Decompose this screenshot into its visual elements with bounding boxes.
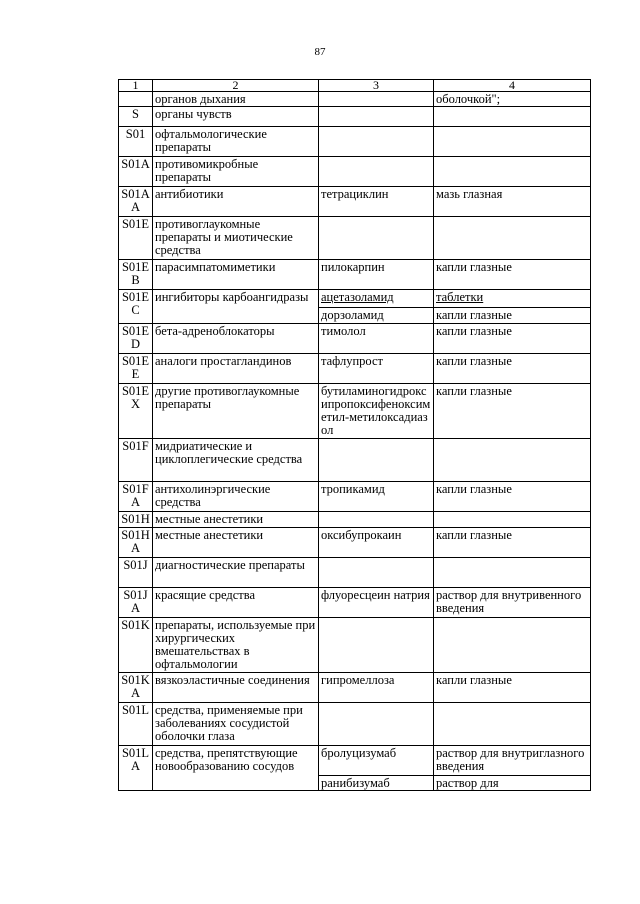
code-cell: S01A [119,157,153,187]
drug-cell: тропикамид [319,482,434,512]
code-cell: S01E E [119,354,153,384]
code-cell [119,92,153,107]
header-cell: 2 [153,80,319,92]
group-cell: средства, применяемые при заболеваниях сосудистой оболочки глаза [153,703,319,746]
code-cell: S01F [119,439,153,482]
form-cell: капли глазные [434,324,591,354]
form-cell: капли глазные [434,528,591,558]
drug-cell: оксибупрокаин [319,528,434,558]
drug-cell: гипромеллоза [319,673,434,703]
code-cell: S01L A [119,746,153,791]
drug-cell [319,92,434,107]
code-cell: S01E D [119,324,153,354]
group-cell: парасимпатомиметики [153,260,319,290]
code-cell: S01 [119,127,153,157]
table-row [119,157,591,187]
table-row [119,187,591,217]
form-cell: раствор для внутривенного введения [434,588,591,618]
code-cell: S01E X [119,384,153,439]
form-cell: капли глазные [434,673,591,703]
table-row [119,558,591,588]
drug-cell [319,107,434,127]
table-row [119,354,591,384]
form-cell [434,217,591,260]
code-cell: S01H A [119,528,153,558]
header-cell: 4 [434,80,591,92]
code-cell: S01F A [119,482,153,512]
drug-cell [319,217,434,260]
form-cell: капли глазные [434,384,591,439]
form-cell: капли глазные [434,308,591,324]
group-cell: вязкоэластичные соединения [153,673,319,703]
header-cell: 1 [119,80,153,92]
drug-cell: тимолол [319,324,434,354]
table-row [119,217,591,260]
code-cell: S01K A [119,673,153,703]
group-cell: другие противоглаукомные препараты [153,384,319,439]
table-row [119,512,591,528]
drug-cell [319,558,434,588]
group-cell: местные анестетики [153,512,319,528]
group-cell: бета-адреноблокаторы [153,324,319,354]
form-cell [434,512,591,528]
form-cell: раствор для [434,776,591,791]
form-cell: капли глазные [434,260,591,290]
group-cell: противоглаукомные препараты и миотические средства [153,217,319,260]
group-cell: местные анестетики [153,528,319,558]
form-cell [434,127,591,157]
code-cell: S [119,107,153,127]
drug-cell: флуоресцеин натрия [319,588,434,618]
drug-cell [319,512,434,528]
drug-cell [319,703,434,746]
drug-cell: пилокарпин [319,260,434,290]
drug-cell: дорзоламид [319,308,434,324]
form-cell: раствор для внутриглазного введения [434,746,591,776]
group-cell: органов дыхания [153,92,319,107]
group-cell: красящие средства [153,588,319,618]
table-row [119,482,591,512]
table-row [119,703,591,746]
form-cell: мазь глазная [434,187,591,217]
group-cell: мидриатические и циклоплегические средства [153,439,319,482]
drug-cell: тетрациклин [319,187,434,217]
drug-cell: бутиламиногидроксипропоксифеноксиметил-метилоксадиазол [319,384,434,439]
code-cell: S01A A [119,187,153,217]
form-cell: оболочкой"; [434,92,591,107]
drug-cell [319,157,434,187]
table-row [119,673,591,703]
form-cell [434,439,591,482]
table-row [119,107,591,127]
group-cell: ингибиторы карбоангидразы [153,290,319,324]
form-cell: капли глазные [434,482,591,512]
table-row [119,92,591,107]
table-row [119,324,591,354]
table-row [119,618,591,673]
form-cell [434,157,591,187]
drug-cell: бролуцизумаб [319,746,434,776]
drug-cell [319,439,434,482]
drug-cell [319,618,434,673]
form-cell: таблетки [434,290,591,308]
header-row [119,80,591,92]
form-cell: капли глазные [434,354,591,384]
table-row [119,588,591,618]
code-cell: S01E [119,217,153,260]
form-cell [434,703,591,746]
medication-table [118,79,591,791]
drug-cell [319,127,434,157]
group-cell: диагностические препараты [153,558,319,588]
group-cell: антихолинэргические средства [153,482,319,512]
drug-cell: ацетазоламид [319,290,434,308]
form-cell [434,558,591,588]
code-cell: S01J [119,558,153,588]
group-cell: антибиотики [153,187,319,217]
group-cell: препараты, используемые при хирургических вмешательствах в офтальмологии [153,618,319,673]
code-cell: S01H [119,512,153,528]
table-row [119,260,591,290]
form-cell [434,107,591,127]
group-cell: средства, препятствующие новообразованию сосудов [153,746,319,791]
table-row [119,127,591,157]
group-cell: офтальмологические препараты [153,127,319,157]
table-row [119,439,591,482]
page-number: 87 [314,46,326,58]
table-row [119,746,591,776]
header-cell: 3 [319,80,434,92]
group-cell: органы чувств [153,107,319,127]
drug-cell: ранибизумаб [319,776,434,791]
form-cell [434,618,591,673]
code-cell: S01E C [119,290,153,324]
code-cell: S01L [119,703,153,746]
drug-cell: тафлупрост [319,354,434,384]
table-row [119,290,591,308]
code-cell: S01J A [119,588,153,618]
table-row [119,528,591,558]
code-cell: S01K [119,618,153,673]
group-cell: аналоги простагландинов [153,354,319,384]
table-row [119,384,591,439]
group-cell: противомикробные препараты [153,157,319,187]
code-cell: S01E B [119,260,153,290]
